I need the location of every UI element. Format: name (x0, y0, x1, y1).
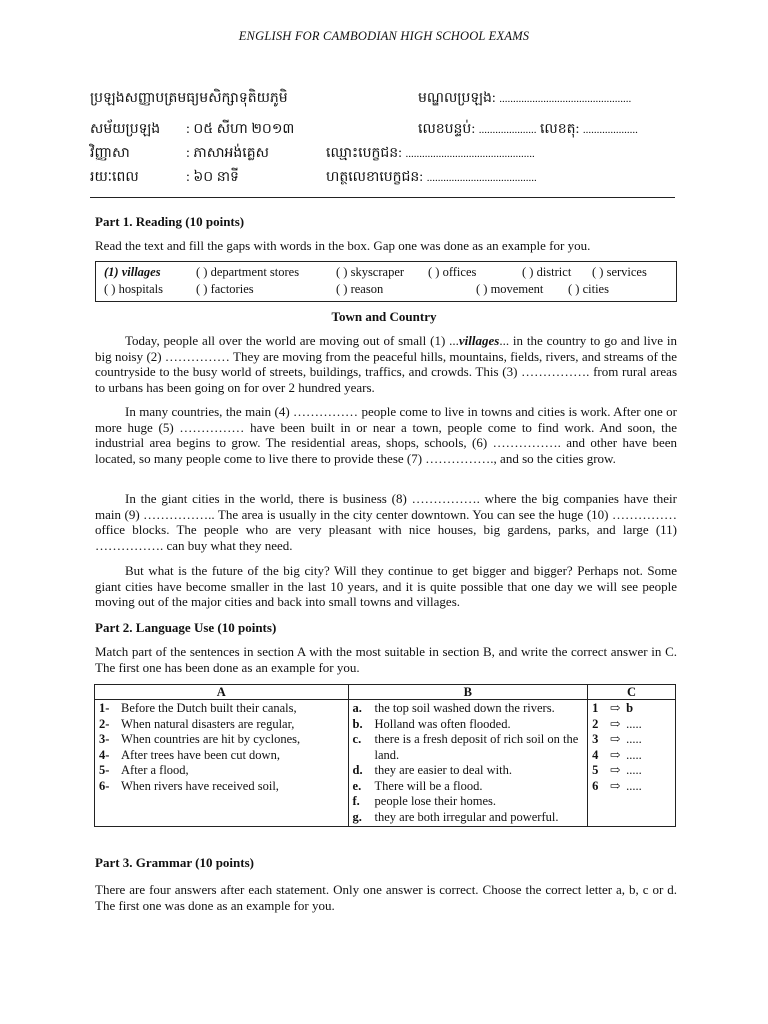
column-b-header: B (348, 685, 588, 700)
passage-paragraph-4: But what is the future of the big city? Will they continue to get bigger and bigger? Perhaps not. Some giant cities have become smaller in the last 10 years, and it is quite possible that one day we will see people moving out of the major cities and back into small towns and villages. (95, 563, 677, 610)
word-box-item: ( ) hospitals (104, 282, 164, 296)
word-box-item: ( ) offices (428, 265, 477, 279)
room-dots: ..................... (478, 124, 537, 136)
subject-value: : ភាសាអង់គ្លេស (186, 146, 269, 161)
c-answer: 6 ⇨ ..... (592, 778, 642, 793)
candidate-name (326, 143, 535, 164)
arrow-icon: ⇨ (609, 732, 621, 746)
part1-heading: Part 1. Reading (10 points) (95, 214, 245, 229)
duration-value: : ៦០ នាទី (186, 170, 239, 185)
b-item: g. they are both irregular and powerful. (352, 809, 559, 824)
exam-banner: ENGLISH FOR CAMBODIAN HIGH SCHOOL EXAMS (238, 29, 530, 43)
a-item: 6- When rivers have received soil, (99, 778, 279, 793)
c-answer: 2 ⇨ ..... (592, 716, 642, 731)
word-box-item: ( ) movement (476, 282, 544, 296)
passage-paragraph-2: In many countries, the main (4) …………… people come to live in towns and cities is work. After one or more huge (5) …………… have been built in or near a town, people come to find work. And soon, the industrial area begins to grow. The residential areas, shops, schools, (6) ……………. and other have been located, so many people come to live there to provide these (7) ……………., and so the cities grow. (95, 404, 677, 466)
column-c-header: C (588, 685, 676, 700)
b-item: c. there is a fresh deposit of rich soil on the land. (352, 732, 579, 762)
arrow-icon: ⇨ (609, 701, 621, 715)
b-item: d. they are easier to deal with. (352, 763, 512, 777)
word-box-item: ( ) district (522, 265, 572, 279)
word-box-item: ( ) cities (568, 282, 609, 296)
passage-paragraph-3: In the giant cities in the world, there is business (8) ……………. where the big companies have their main (9) …………….. The area is usually in the city center downtown. You can see the huge (10) …………… office blocks. The people who are very pleasant with nice houses, big gardens, parks, and large (11) ……………. can buy what they need. (95, 491, 677, 553)
part3-heading: Part 3. Grammar (10 points) (95, 855, 254, 870)
arrow-icon: ⇨ (609, 778, 621, 793)
part3-instruction: There are four answers after each statement. Only one answer is correct. Choose the correct letter a, b, c or d. The first one was done as an example for you. (95, 882, 677, 913)
exam-center (418, 88, 631, 109)
word-box-item: ( ) services (592, 265, 647, 279)
candidate-name-dots: ............................................... (405, 148, 535, 160)
exam-center-label: មណ្ឌលប្រឡង: (418, 91, 496, 106)
b-item: a. the top soil washed down the rivers. (352, 701, 555, 715)
arrow-icon: ⇨ (609, 716, 621, 731)
part2-instruction: Match part of the sentences in section A with the most suitable in section B, and write the correct answer in C. The first one has been done as an example for you. (95, 644, 677, 675)
a-item: 4- After trees have been cut down, (99, 747, 280, 762)
part1-instruction: Read the text and fill the gaps with words in the box. Gap one was done as an example for you. (95, 238, 591, 253)
column-a-header: A (95, 685, 349, 700)
room-and-seat (418, 119, 638, 140)
candidate-signature (326, 167, 537, 188)
a-item: 2- When natural disasters are regular, (99, 716, 295, 731)
word-box-item: ( ) department stores (196, 265, 300, 279)
b-item: f. people lose their homes. (352, 794, 497, 808)
part2-heading: Part 2. Language Use (10 points) (95, 620, 277, 635)
word-box (95, 261, 677, 302)
subject-label: វិញ្ញាសា (90, 146, 130, 161)
signature-dots: ........................................ (426, 172, 537, 184)
word-box-item: ( ) factories (196, 282, 254, 296)
signature-label: ហត្ថលេខាបេក្ខជន: (326, 170, 424, 185)
b-item: b. Holland was often flooded. (352, 716, 511, 731)
duration-label: រយៈពេល (90, 170, 139, 185)
b-item: e. There will be a flood. (352, 778, 483, 793)
a-item: 1- Before the Dutch built their canals, (99, 701, 297, 715)
session-value: : ០៥ សីហា ២០១៣ (186, 122, 295, 137)
matching-table (94, 684, 676, 827)
column-a-cell (95, 700, 349, 827)
c-answer: 1 ⇨ b (592, 701, 634, 715)
arrow-icon: ⇨ (609, 747, 621, 762)
word-box-item: (1) villages (104, 265, 161, 279)
exam-center-dots: ................................................ (499, 93, 632, 105)
candidate-name-label: ឈ្មោះបេក្ខជន: (326, 146, 403, 161)
session-label: សម័យប្រឡង (90, 122, 161, 137)
c-answer: 3 ⇨ ..... (592, 732, 642, 746)
passage-paragraph-1: Today, people all over the world are moving out of small (1) ...villages... in the country to go and live in big noisy (2) …………… They are moving from the peaceful hills, mountains, fields, rivers, and streams of the countryside to the busy world of streets, buildings, traffics, and crowds. This (3) ……………. from rural areas to urbans has been going on for over 2 hundred years. (95, 333, 677, 395)
header-divider (90, 197, 675, 198)
room-label: លេខបន្ទប់: (418, 122, 476, 137)
word-box-item: ( ) reason (336, 282, 384, 296)
arrow-icon: ⇨ (609, 763, 621, 777)
seat-dots: .................... (582, 124, 638, 136)
exam-name: ប្រឡងសញ្ញាបត្រមធ្យមសិក្សាទុតិយភូមិ (90, 91, 288, 106)
a-item: 5- After a flood, (99, 763, 189, 777)
seat-label: លេខតុ: (539, 122, 580, 137)
c-answer: 5 ⇨ ..... (592, 763, 642, 777)
column-b-cell (348, 700, 588, 827)
column-c-cell (588, 700, 676, 827)
c-answer: 4 ⇨ ..... (592, 747, 642, 762)
passage-title: Town and Country (331, 309, 437, 324)
a-item: 3- When countries are hit by cyclones, (99, 732, 301, 746)
word-box-item: ( ) skyscraper (336, 265, 405, 279)
